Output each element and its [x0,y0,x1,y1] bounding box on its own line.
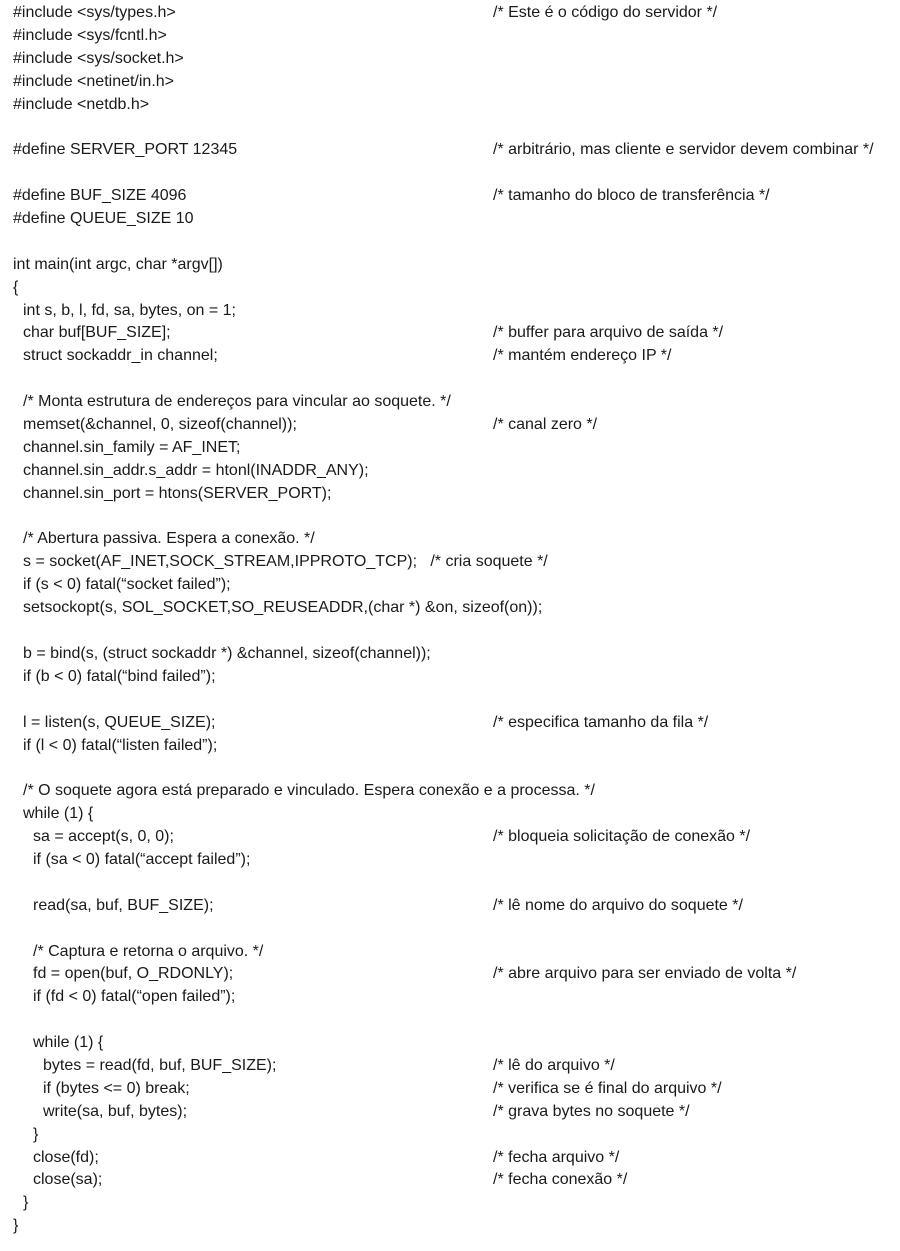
code-text: } [23,1194,29,1212]
code-line [0,368,900,391]
code-line [0,803,900,826]
code-text: read(sa, buf, BUF_SIZE); [33,896,214,914]
code-comment: /* lê do arquivo */ [493,1056,615,1074]
code-text: #include <netdb.h> [13,95,150,113]
code-line [0,231,900,254]
code-text: setsockopt(s, SOL_SOCKET,SO_REUSEADDR,(char *) &on, sizeof(on)); [23,599,543,617]
code-text: while (1) { [33,1034,104,1052]
code-text: /* Captura e retorna o arquivo. */ [33,942,264,960]
code-line [0,597,900,620]
code-text: close(fd); [33,1148,99,1166]
code-line [0,1124,900,1147]
code-line [0,757,900,780]
code-line [0,483,900,506]
code-line [0,48,900,71]
code-text: } [13,1217,19,1235]
code-line [0,941,900,964]
code-line [0,689,900,712]
code-line [0,2,900,25]
code-text: fd = open(buf, O_RDONLY); [33,965,234,983]
code-line [0,437,900,460]
code-line [0,25,900,48]
code-line [0,1078,900,1101]
code-text: } [33,1125,39,1143]
code-line [0,963,900,986]
code-line [0,1215,900,1238]
code-text: #include <sys/types.h> [13,4,176,21]
code-line [0,506,900,529]
code-comment: /* fecha conexão */ [493,1171,628,1189]
code-comment: /* especifica tamanho da fila */ [493,713,709,731]
code-text: int s, b, l, fd, sa, bytes, on = 1; [23,301,236,319]
code-comment: /* abre arquivo para ser enviado de volta */ [493,965,797,983]
code-text: if (l < 0) fatal(“listen failed”); [23,736,218,754]
code-text: if (sa < 0) fatal(“accept failed”); [33,850,251,868]
code-text: #define QUEUE_SIZE 10 [13,210,194,228]
code-line [0,872,900,895]
code-line [0,1032,900,1055]
code-comment: /* canal zero */ [493,416,598,434]
code-text: close(sa); [33,1171,103,1189]
code-listing [0,2,900,1238]
code-text: while (1) { [23,805,94,823]
code-comment: /* buffer para arquivo de saída */ [493,324,724,342]
code-line [0,826,900,849]
code-line [0,1147,900,1170]
code-line [0,277,900,300]
code-text: char buf[BUF_SIZE]; [23,324,171,342]
code-text: channel.sin_family = AF_INET; [23,438,241,456]
code-line [0,116,900,139]
code-line [0,391,900,414]
code-line [0,895,900,918]
code-comment: /* fecha arquivo */ [493,1148,620,1166]
code-line [0,712,900,735]
code-text: s = socket(AF_INET,SOCK_STREAM,IPPROTO_TCP); /* cria soquete */ [23,553,548,571]
code-line [0,162,900,185]
code-line [0,414,900,437]
code-line [0,986,900,1009]
code-comment: /* arbitrário, mas cliente e servidor devem combinar */ [493,141,874,159]
code-text: #define BUF_SIZE 4096 [13,187,187,205]
code-line [0,1101,900,1124]
code-text: write(sa, buf, bytes); [43,1102,188,1120]
code-text: #include <netinet/in.h> [13,72,175,90]
code-comment: /* verifica se é final do arquivo */ [493,1079,722,1097]
code-line [0,666,900,689]
code-line [0,300,900,323]
code-text: b = bind(s, (struct sockaddr *) &channel, sizeof(channel)); [23,644,431,662]
code-line [0,918,900,941]
code-comment: /* bloqueia solicitação de conexão */ [493,828,751,846]
code-text: channel.sin_addr.s_addr = htonl(INADDR_ANY); [23,461,369,479]
code-line [0,208,900,231]
code-line [0,94,900,117]
code-text: /* O soquete agora está preparado e vinculado. Espera conexão e a processa. */ [23,782,595,800]
code-line [0,574,900,597]
code-line [0,1009,900,1032]
code-text: #include <sys/fcntl.h> [13,26,167,44]
code-line [0,551,900,574]
code-comment: /* lê nome do arquivo do soquete */ [493,896,743,914]
code-text: #include <sys/socket.h> [13,49,184,67]
code-comment: /* mantém endereço IP */ [493,347,672,365]
code-comment: /* Este é o código do servidor */ [493,4,718,21]
code-line [0,620,900,643]
code-text: struct sockaddr_in channel; [23,347,218,365]
code-text: if (fd < 0) fatal(“open failed”); [33,988,236,1006]
code-line [0,345,900,368]
code-text: bytes = read(fd, buf, BUF_SIZE); [43,1056,277,1074]
code-line [0,849,900,872]
code-line [0,780,900,803]
code-line [0,185,900,208]
code-line [0,71,900,94]
code-text: if (s < 0) fatal(“socket failed”); [23,576,231,594]
code-comment: /* grava bytes no soquete */ [493,1102,690,1120]
code-text: if (b < 0) fatal(“bind failed”); [23,667,216,685]
code-text: /* Monta estrutura de endereços para vincular ao soquete. */ [23,393,451,411]
code-line [0,1192,900,1215]
code-text: channel.sin_port = htons(SERVER_PORT); [23,484,332,502]
code-line [0,1055,900,1078]
code-line [0,322,900,345]
code-line [0,735,900,758]
code-line [0,254,900,277]
code-text: if (bytes <= 0) break; [43,1079,190,1097]
code-text: l = listen(s, QUEUE_SIZE); [23,713,216,731]
code-text: sa = accept(s, 0, 0); [33,828,174,846]
code-line [0,460,900,483]
code-text: { [13,278,19,296]
code-comment: /* tamanho do bloco de transferência */ [493,187,770,205]
code-line [0,643,900,666]
code-line [0,1169,900,1192]
code-line [0,528,900,551]
code-text: memset(&channel, 0, sizeof(channel)); [23,416,297,434]
code-text: /* Abertura passiva. Espera a conexão. */ [23,530,315,548]
code-text: #define SERVER_PORT 12345 [13,141,238,159]
code-text: int main(int argc, char *argv[]) [13,255,223,273]
code-line [0,139,900,162]
